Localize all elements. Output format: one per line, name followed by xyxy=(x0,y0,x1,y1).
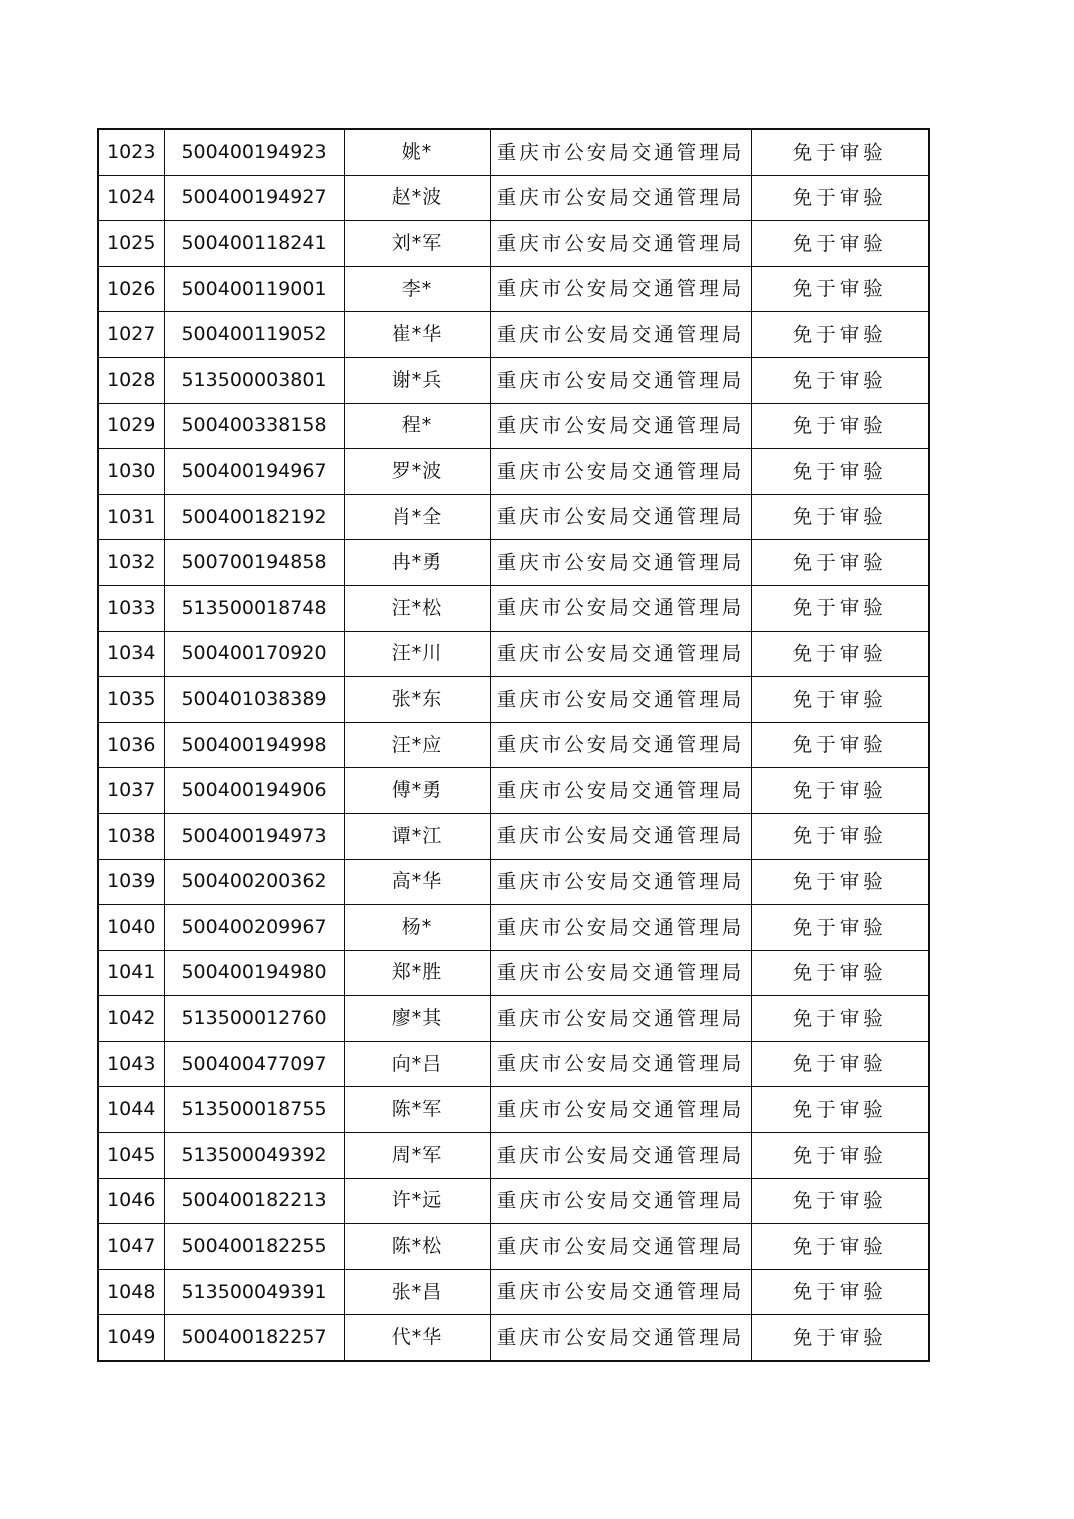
license-number: 513500012760 xyxy=(164,996,344,1042)
issuing-agency: 重庆市公安局交通管理局 xyxy=(490,1269,751,1315)
issuing-agency: 重庆市公安局交通管理局 xyxy=(490,1315,751,1361)
issuing-agency: 重庆市公安局交通管理局 xyxy=(490,859,751,905)
row-number: 1035 xyxy=(98,677,164,723)
table-row xyxy=(98,312,929,358)
row-number: 1043 xyxy=(98,1041,164,1087)
records-body xyxy=(98,129,929,1361)
review-status: 免于审验 xyxy=(751,722,929,768)
review-status: 免于审验 xyxy=(751,1041,929,1087)
table-row xyxy=(98,677,929,723)
row-number: 1039 xyxy=(98,859,164,905)
license-number: 500400170920 xyxy=(164,631,344,677)
issuing-agency: 重庆市公安局交通管理局 xyxy=(490,266,751,312)
person-name: 张*昌 xyxy=(344,1269,490,1315)
review-status: 免于审验 xyxy=(751,585,929,631)
license-number: 500401038389 xyxy=(164,677,344,723)
row-number: 1029 xyxy=(98,403,164,449)
table-row xyxy=(98,449,929,495)
row-number: 1037 xyxy=(98,768,164,814)
license-number: 500400194973 xyxy=(164,813,344,859)
review-status: 免于审验 xyxy=(751,768,929,814)
issuing-agency: 重庆市公安局交通管理局 xyxy=(490,175,751,221)
license-number: 513500049392 xyxy=(164,1133,344,1179)
issuing-agency: 重庆市公安局交通管理局 xyxy=(490,1041,751,1087)
license-number: 500400209967 xyxy=(164,905,344,951)
table-row xyxy=(98,1041,929,1087)
table-row xyxy=(98,905,929,951)
issuing-agency: 重庆市公安局交通管理局 xyxy=(490,221,751,267)
person-name: 冉*勇 xyxy=(344,540,490,586)
table-row xyxy=(98,585,929,631)
review-status: 免于审验 xyxy=(751,175,929,221)
license-number: 500700194858 xyxy=(164,540,344,586)
table-row xyxy=(98,266,929,312)
review-status: 免于审验 xyxy=(751,1315,929,1361)
person-name: 郑*胜 xyxy=(344,950,490,996)
review-status: 免于审验 xyxy=(751,403,929,449)
table-row xyxy=(98,403,929,449)
license-number: 513500003801 xyxy=(164,357,344,403)
person-name: 赵*波 xyxy=(344,175,490,221)
row-number: 1045 xyxy=(98,1133,164,1179)
issuing-agency: 重庆市公安局交通管理局 xyxy=(490,1087,751,1133)
row-number: 1036 xyxy=(98,722,164,768)
records-table xyxy=(97,128,930,1362)
person-name: 李* xyxy=(344,266,490,312)
person-name: 谭*江 xyxy=(344,813,490,859)
table-row xyxy=(98,1269,929,1315)
row-number: 1030 xyxy=(98,449,164,495)
review-status: 免于审验 xyxy=(751,950,929,996)
license-number: 500400194906 xyxy=(164,768,344,814)
table-row xyxy=(98,1087,929,1133)
person-name: 罗*波 xyxy=(344,449,490,495)
review-status: 免于审验 xyxy=(751,129,929,175)
issuing-agency: 重庆市公安局交通管理局 xyxy=(490,813,751,859)
row-number: 1031 xyxy=(98,494,164,540)
person-name: 杨* xyxy=(344,905,490,951)
issuing-agency: 重庆市公安局交通管理局 xyxy=(490,585,751,631)
person-name: 崔*华 xyxy=(344,312,490,358)
table-row xyxy=(98,1178,929,1224)
table-row xyxy=(98,494,929,540)
table-row xyxy=(98,950,929,996)
row-number: 1023 xyxy=(98,129,164,175)
review-status: 免于审验 xyxy=(751,1087,929,1133)
row-number: 1041 xyxy=(98,950,164,996)
table-row xyxy=(98,129,929,175)
review-status: 免于审验 xyxy=(751,266,929,312)
row-number: 1046 xyxy=(98,1178,164,1224)
table-row xyxy=(98,1224,929,1270)
review-status: 免于审验 xyxy=(751,221,929,267)
review-status: 免于审验 xyxy=(751,905,929,951)
table-row xyxy=(98,357,929,403)
license-number: 500400194967 xyxy=(164,449,344,495)
license-number: 500400194927 xyxy=(164,175,344,221)
review-status: 免于审验 xyxy=(751,312,929,358)
issuing-agency: 重庆市公安局交通管理局 xyxy=(490,357,751,403)
review-status: 免于审验 xyxy=(751,996,929,1042)
person-name: 傅*勇 xyxy=(344,768,490,814)
review-status: 免于审验 xyxy=(751,357,929,403)
person-name: 汪*应 xyxy=(344,722,490,768)
issuing-agency: 重庆市公安局交通管理局 xyxy=(490,950,751,996)
issuing-agency: 重庆市公安局交通管理局 xyxy=(490,312,751,358)
row-number: 1038 xyxy=(98,813,164,859)
row-number: 1024 xyxy=(98,175,164,221)
table-row xyxy=(98,631,929,677)
issuing-agency: 重庆市公安局交通管理局 xyxy=(490,494,751,540)
license-number: 500400182192 xyxy=(164,494,344,540)
table-row xyxy=(98,540,929,586)
row-number: 1042 xyxy=(98,996,164,1042)
row-number: 1048 xyxy=(98,1269,164,1315)
issuing-agency: 重庆市公安局交通管理局 xyxy=(490,996,751,1042)
table-row xyxy=(98,722,929,768)
review-status: 免于审验 xyxy=(751,1178,929,1224)
license-number: 500400338158 xyxy=(164,403,344,449)
row-number: 1047 xyxy=(98,1224,164,1270)
review-status: 免于审验 xyxy=(751,494,929,540)
review-status: 免于审验 xyxy=(751,1224,929,1270)
row-number: 1034 xyxy=(98,631,164,677)
row-number: 1049 xyxy=(98,1315,164,1361)
review-status: 免于审验 xyxy=(751,1133,929,1179)
table-row xyxy=(98,1315,929,1361)
license-number: 500400194980 xyxy=(164,950,344,996)
person-name: 廖*其 xyxy=(344,996,490,1042)
table-row xyxy=(98,859,929,905)
license-number: 500400182213 xyxy=(164,1178,344,1224)
review-status: 免于审验 xyxy=(751,677,929,723)
issuing-agency: 重庆市公安局交通管理局 xyxy=(490,403,751,449)
row-number: 1040 xyxy=(98,905,164,951)
issuing-agency: 重庆市公安局交通管理局 xyxy=(490,1133,751,1179)
table-row xyxy=(98,221,929,267)
table-row xyxy=(98,813,929,859)
license-number: 500400200362 xyxy=(164,859,344,905)
person-name: 许*远 xyxy=(344,1178,490,1224)
row-number: 1027 xyxy=(98,312,164,358)
license-number: 513500018748 xyxy=(164,585,344,631)
row-number: 1025 xyxy=(98,221,164,267)
person-name: 张*东 xyxy=(344,677,490,723)
table-row xyxy=(98,1133,929,1179)
person-name: 姚* xyxy=(344,129,490,175)
person-name: 汪*川 xyxy=(344,631,490,677)
row-number: 1044 xyxy=(98,1087,164,1133)
row-number: 1028 xyxy=(98,357,164,403)
issuing-agency: 重庆市公安局交通管理局 xyxy=(490,449,751,495)
person-name: 刘*军 xyxy=(344,221,490,267)
person-name: 高*华 xyxy=(344,859,490,905)
review-status: 免于审验 xyxy=(751,449,929,495)
person-name: 汪*松 xyxy=(344,585,490,631)
review-status: 免于审验 xyxy=(751,813,929,859)
row-number: 1032 xyxy=(98,540,164,586)
issuing-agency: 重庆市公安局交通管理局 xyxy=(490,722,751,768)
license-number: 500400194923 xyxy=(164,129,344,175)
issuing-agency: 重庆市公安局交通管理局 xyxy=(490,1224,751,1270)
table-row xyxy=(98,175,929,221)
person-name: 向*吕 xyxy=(344,1041,490,1087)
license-number: 500400182257 xyxy=(164,1315,344,1361)
table-row xyxy=(98,996,929,1042)
license-number: 500400182255 xyxy=(164,1224,344,1270)
issuing-agency: 重庆市公安局交通管理局 xyxy=(490,129,751,175)
license-number: 500400118241 xyxy=(164,221,344,267)
issuing-agency: 重庆市公安局交通管理局 xyxy=(490,905,751,951)
license-number: 500400477097 xyxy=(164,1041,344,1087)
person-name: 代*华 xyxy=(344,1315,490,1361)
license-number: 513500018755 xyxy=(164,1087,344,1133)
review-status: 免于审验 xyxy=(751,859,929,905)
license-number: 500400119001 xyxy=(164,266,344,312)
license-number: 500400119052 xyxy=(164,312,344,358)
issuing-agency: 重庆市公安局交通管理局 xyxy=(490,540,751,586)
person-name: 陈*军 xyxy=(344,1087,490,1133)
license-number: 513500049391 xyxy=(164,1269,344,1315)
person-name: 周*军 xyxy=(344,1133,490,1179)
issuing-agency: 重庆市公安局交通管理局 xyxy=(490,677,751,723)
row-number: 1026 xyxy=(98,266,164,312)
issuing-agency: 重庆市公安局交通管理局 xyxy=(490,1178,751,1224)
license-number: 500400194998 xyxy=(164,722,344,768)
person-name: 程* xyxy=(344,403,490,449)
review-status: 免于审验 xyxy=(751,631,929,677)
person-name: 谢*兵 xyxy=(344,357,490,403)
row-number: 1033 xyxy=(98,585,164,631)
person-name: 陈*松 xyxy=(344,1224,490,1270)
table-row xyxy=(98,768,929,814)
issuing-agency: 重庆市公安局交通管理局 xyxy=(490,768,751,814)
person-name: 肖*全 xyxy=(344,494,490,540)
review-status: 免于审验 xyxy=(751,540,929,586)
review-status: 免于审验 xyxy=(751,1269,929,1315)
issuing-agency: 重庆市公安局交通管理局 xyxy=(490,631,751,677)
